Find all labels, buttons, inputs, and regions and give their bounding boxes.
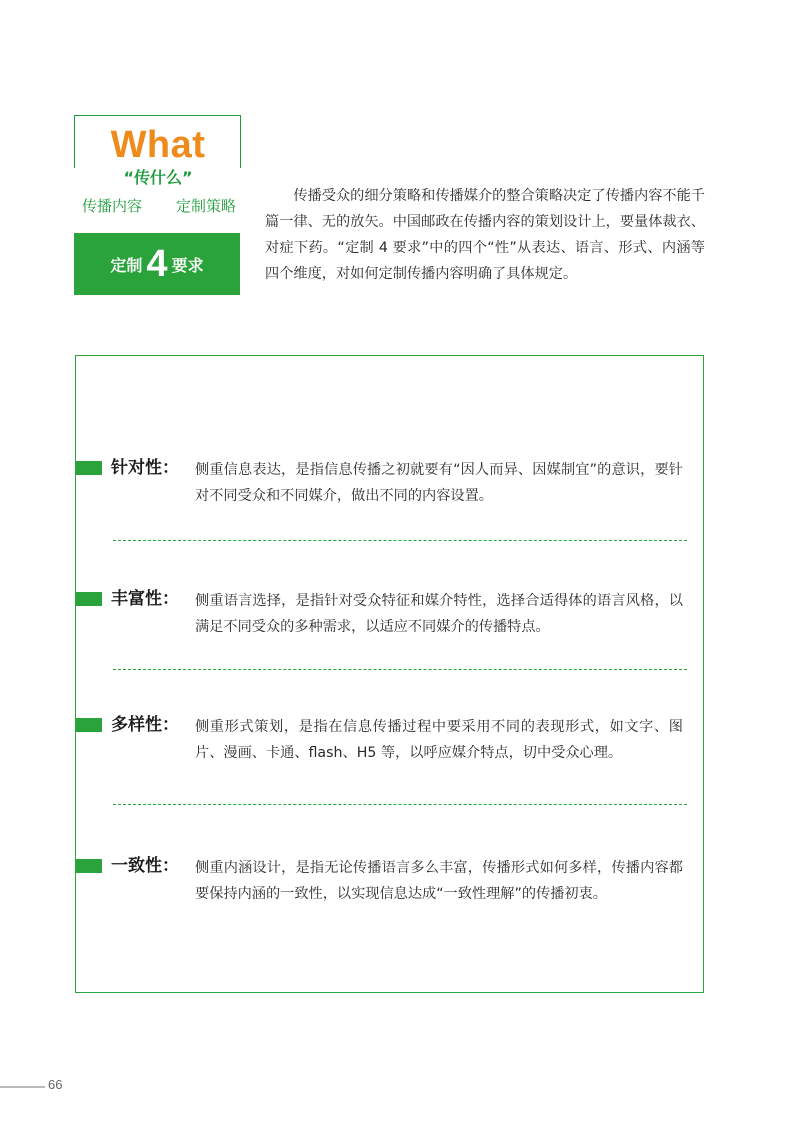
intro-paragraph: 传播受众的细分策略和传播媒介的整合策略决定了传播内容不能千篇一律、无的放矢。中国邮政在传播内容的策划设计上，要量体裁衣、对症下药。“定制 4 要求”中的四个“性”从表达、语言、形式、内涵等四个维度，对如何定制传播内容明确了具体规定。 — [265, 188, 705, 282]
dashed-divider — [113, 540, 687, 541]
green-marker — [75, 592, 102, 606]
item-description: 侧重信息表达，是指信息传播之初就要有“因人而异、因媒制宜”的意识，要针对不同受众和不同媒介，做出不同的内容设置。 — [195, 462, 683, 504]
banner-suffix: 要求 — [171, 255, 204, 275]
item-description: 侧重形式策划，是指在信息传播过程中要采用不同的表现形式，如文字、图片、漫画、卡通、flash、H5 等，以呼应媒介特点，切中受众心理。 — [195, 719, 683, 761]
dashed-divider — [113, 804, 687, 805]
strategy-left: 传播内容 — [82, 197, 143, 215]
item-term: 一致性： — [111, 856, 179, 876]
item-term: 针对性： — [111, 458, 179, 478]
strategy-line — [74, 195, 242, 217]
what-subtitle: “传什么” — [74, 168, 242, 188]
footer-bar — [0, 1086, 45, 1088]
green-marker — [75, 718, 102, 732]
banner-number: 4 — [146, 243, 168, 285]
item-term: 多样性： — [111, 715, 179, 735]
banner-prefix: 定制 — [110, 255, 143, 275]
green-marker — [75, 859, 102, 873]
green-marker — [75, 461, 102, 475]
page-number: 66 — [48, 1077, 63, 1092]
item-description: 侧重语言选择，是指针对受众特征和媒介特性，选择合适得体的语言风格，以满足不同受众的多种需求，以适应不同媒介的传播特点。 — [195, 593, 683, 635]
item-term: 丰富性： — [111, 589, 179, 609]
item-description: 侧重内涵设计，是指无论传播语言多么丰富，传播形式如何多样，传播内容都要保持内涵的一致性，以实现信息达成“一致性理解”的传播初衷。 — [195, 860, 683, 902]
what-title: What — [110, 124, 206, 166]
strategy-right: 定制策略 — [175, 197, 236, 215]
dashed-divider — [113, 669, 687, 670]
requirements-banner — [74, 233, 240, 295]
